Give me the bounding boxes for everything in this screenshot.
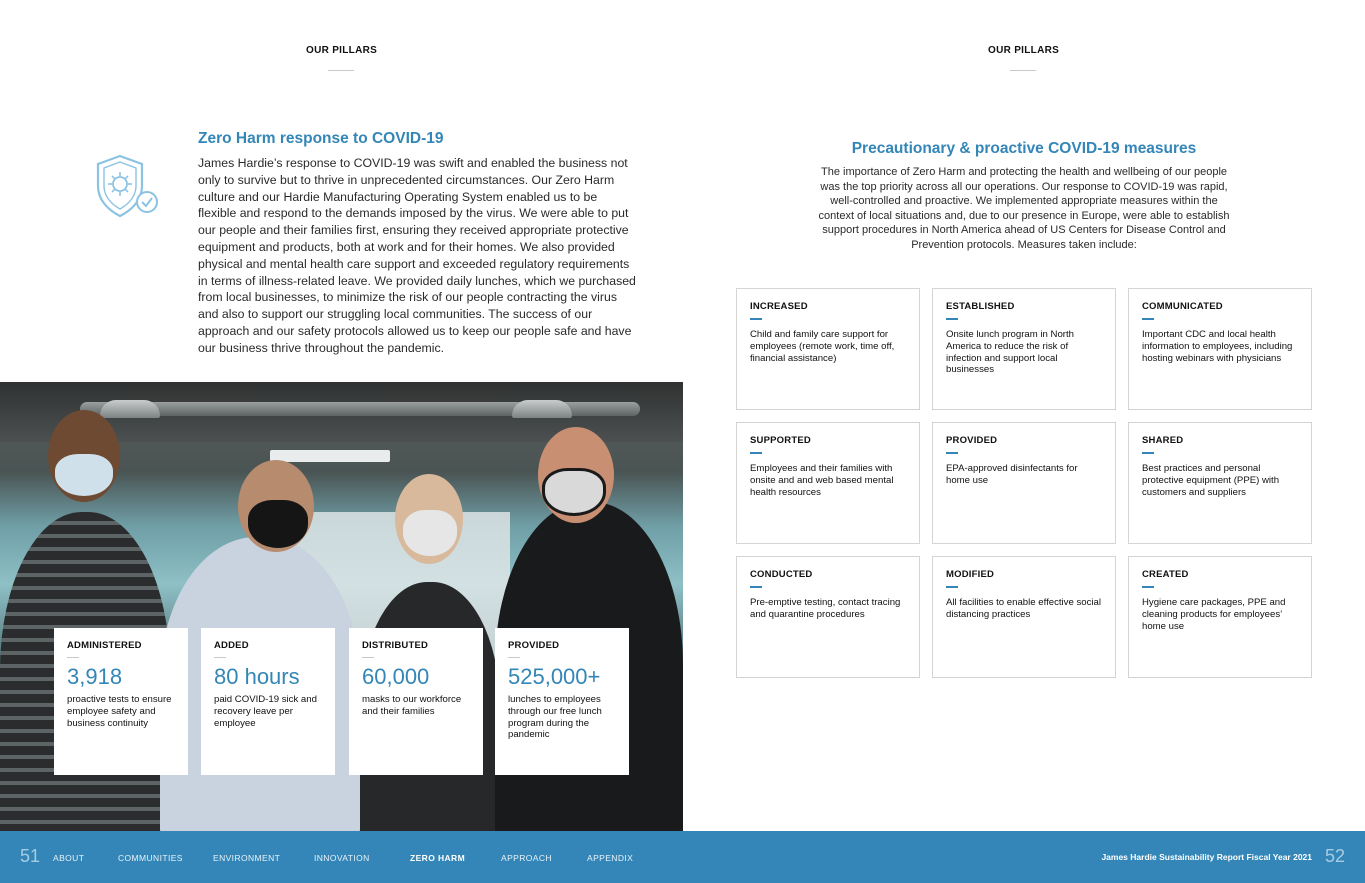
photo-light-bar bbox=[270, 450, 390, 462]
measure-card bbox=[736, 422, 920, 544]
report-title: James Hardie Sustainability Report Fiscal Year 2021 bbox=[1101, 852, 1312, 862]
photo-lamp-right bbox=[512, 400, 572, 418]
right-title: Precautionary & proactive COVID-19 measures bbox=[851, 140, 1197, 157]
nav-innovation[interactable]: INNOVATION bbox=[314, 853, 370, 863]
measure-label: INCREASED bbox=[750, 301, 808, 312]
stat-card bbox=[349, 628, 483, 775]
photo-lamp-left bbox=[100, 400, 160, 418]
right-intro-text: The importance of Zero Harm and protecting the health and wellbeing of our people was the top priority across all our operations. Our response to COVID-19 was rapid, well-controlled and proactive. We implemented appropriate measures within the context of local situations and, due to our presence in Europe, were able to establish support procedures in North America ahead of US Centers for Disease Control and Prevention protocols. Measures taken include: bbox=[818, 166, 1230, 251]
photo-mask-1 bbox=[55, 454, 113, 496]
footer-bar bbox=[0, 831, 1365, 883]
shield-virus-check-icon bbox=[90, 152, 162, 220]
stat-desc: masks to our workforce and their families bbox=[362, 694, 462, 717]
stat-value: 80 hours bbox=[214, 664, 300, 689]
measure-label: PROVIDED bbox=[946, 435, 998, 446]
measure-card bbox=[932, 556, 1116, 678]
photo-mask-4 bbox=[542, 468, 606, 516]
measure-card bbox=[932, 422, 1116, 544]
measure-rule bbox=[946, 586, 958, 588]
measure-desc: Hygiene care packages, PPE and cleaning products for employees’ home use bbox=[1142, 597, 1286, 632]
left-body-text: James Hardie’s response to COVID-19 was swift and enabled the business not only to survive but to thrive in unprecedented circumstances. Our Zero Harm culture and our Hardie Manufacturing Operating System enabled us to be flexible and respond to the demands imposed by the virus. We were able to put our people and their families first, ensuring they received appropriate protective equipment and products, both at work and for their homes. We also provided physical and mental health care support and exceeded regulatory requirements in terms of illness-related leave. We provided daily lunches, which we purchased from local businesses, to minimize the risk of our people contracting the virus and also to support our struggling local communities. The success of our approach and our safety protocols allowed us to keep our people safe and have our business thrive throughout the pandemic. bbox=[198, 156, 636, 355]
stat-rule bbox=[67, 657, 79, 658]
measure-label: SHARED bbox=[1142, 435, 1184, 446]
measure-label: ESTABLISHED bbox=[946, 301, 1015, 312]
measure-rule bbox=[750, 452, 762, 454]
left-section-label: OUR PILLARS bbox=[306, 45, 378, 56]
measure-label: CONDUCTED bbox=[750, 569, 813, 580]
measure-card bbox=[1128, 422, 1312, 544]
measure-label: COMMUNICATED bbox=[1142, 301, 1223, 312]
nav-appendix[interactable]: APPENDIX bbox=[587, 853, 634, 863]
stat-value: 525,000+ bbox=[508, 664, 601, 689]
measure-desc: All facilities to enable effective social distancing practices bbox=[946, 597, 1102, 620]
stat-card bbox=[54, 628, 188, 775]
stat-desc: lunches to employees through our free lunch program during the pandemic bbox=[508, 694, 602, 741]
left-section-rule bbox=[328, 70, 354, 71]
nav-communities[interactable]: COMMUNITIES bbox=[118, 853, 183, 863]
photo-mask-3 bbox=[403, 510, 457, 556]
measure-rule bbox=[946, 318, 958, 320]
stat-rule bbox=[214, 657, 226, 658]
measure-rule bbox=[1142, 586, 1154, 588]
measure-label: SUPPORTED bbox=[750, 435, 811, 446]
nav-approach[interactable]: APPROACH bbox=[501, 853, 552, 863]
stat-label: ADDED bbox=[214, 640, 249, 651]
measure-desc: Employees and their families with onsite and and web based mental health resources bbox=[750, 463, 894, 498]
measure-rule bbox=[750, 318, 762, 320]
measure-label: CREATED bbox=[1142, 569, 1189, 580]
stat-card bbox=[495, 628, 629, 775]
measure-rule bbox=[946, 452, 958, 454]
measure-rule bbox=[1142, 318, 1154, 320]
nav-about[interactable]: ABOUT bbox=[53, 853, 85, 863]
measure-desc: Pre-emptive testing, contact tracing and quarantine procedures bbox=[750, 597, 901, 620]
nav-zero-harm[interactable]: ZERO HARM bbox=[410, 853, 466, 863]
stat-label: PROVIDED bbox=[508, 640, 560, 651]
stat-card bbox=[201, 628, 335, 775]
measure-desc: Child and family care support for employees (remote work, time off, financial assistance) bbox=[750, 329, 895, 364]
measure-desc: Onsite lunch program in North America to reduce the risk of infection and support local businesses bbox=[946, 329, 1074, 376]
photo-mask-2 bbox=[248, 500, 308, 548]
measure-card bbox=[736, 556, 920, 678]
measure-desc: EPA-approved disinfectants for home use bbox=[946, 463, 1078, 486]
measure-card bbox=[932, 288, 1116, 410]
measure-desc: Important CDC and local health information to employees, including hosting webinars with physicians bbox=[1142, 329, 1293, 364]
left-title: Zero Harm response to COVID-19 bbox=[198, 130, 444, 147]
stat-desc: proactive tests to ensure employee safety and business continuity bbox=[67, 694, 172, 729]
left-page-number: 51 bbox=[20, 846, 41, 866]
right-section-rule bbox=[1010, 70, 1036, 71]
stat-desc: paid COVID-19 sick and recovery leave per employee bbox=[214, 694, 317, 729]
right-page-number: 52 bbox=[1325, 846, 1346, 866]
measure-card bbox=[736, 288, 920, 410]
stat-rule bbox=[362, 657, 374, 658]
measure-rule bbox=[750, 586, 762, 588]
measure-rule bbox=[1142, 452, 1154, 454]
measure-card bbox=[1128, 288, 1312, 410]
stat-label: DISTRIBUTED bbox=[362, 640, 429, 651]
measure-label: MODIFIED bbox=[946, 569, 995, 580]
stat-label: ADMINISTERED bbox=[67, 640, 142, 651]
stat-value: 3,918 bbox=[67, 664, 123, 689]
measure-card bbox=[1128, 556, 1312, 678]
right-section-label: OUR PILLARS bbox=[988, 45, 1060, 56]
stat-value: 60,000 bbox=[362, 664, 430, 689]
nav-environment[interactable]: ENVIRONMENT bbox=[213, 853, 281, 863]
stat-rule bbox=[508, 657, 520, 658]
measure-desc: Best practices and personal protective equipment (PPE) with customers and suppliers bbox=[1142, 463, 1280, 498]
